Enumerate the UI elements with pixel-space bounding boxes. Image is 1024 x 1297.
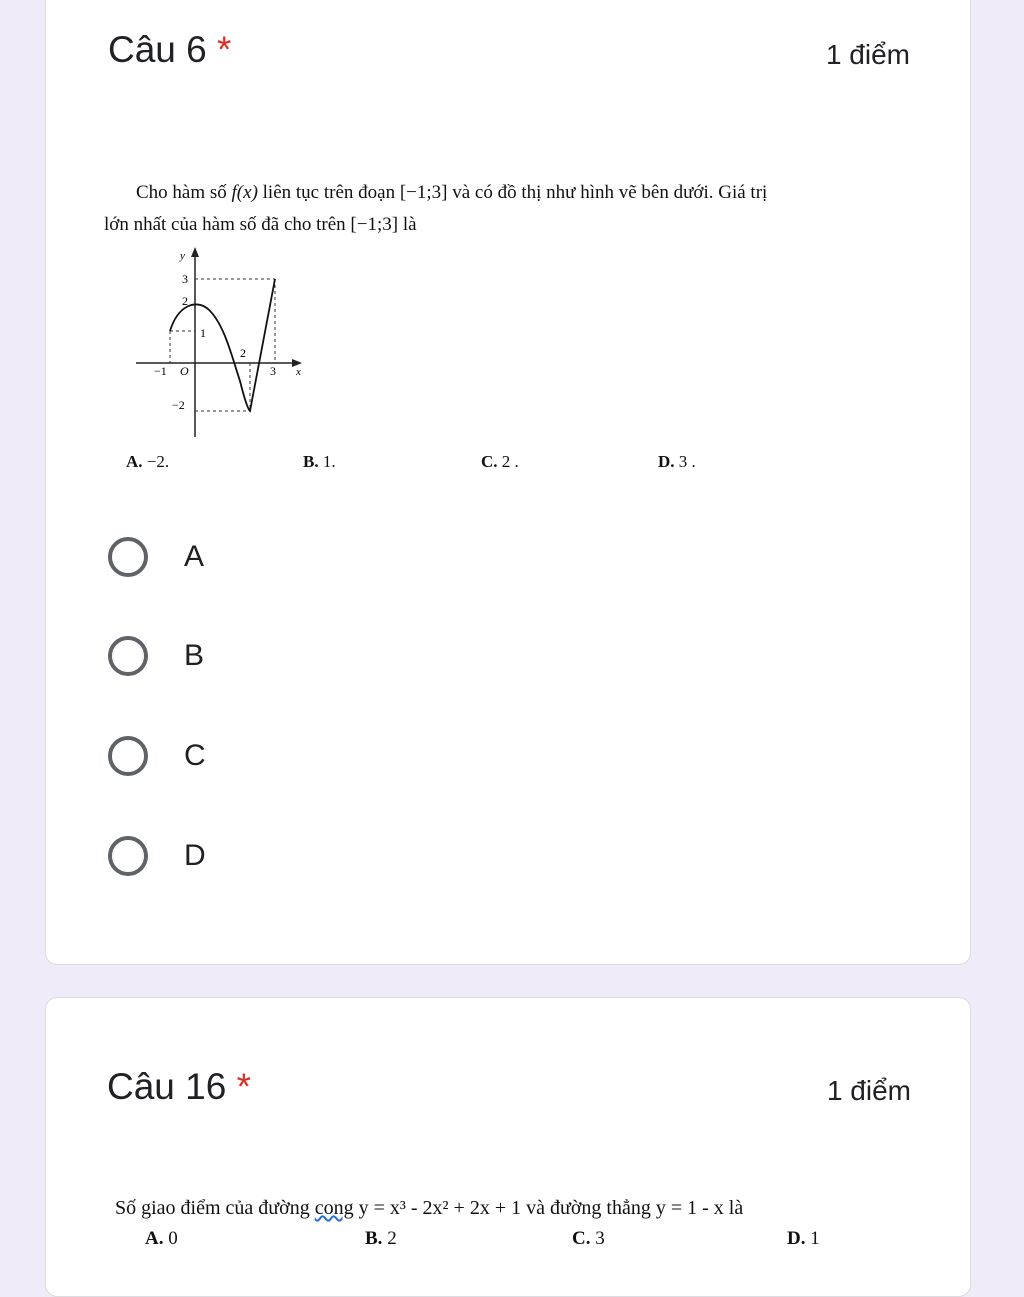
radio-button[interactable] bbox=[108, 636, 148, 676]
choice-d[interactable] bbox=[108, 831, 206, 881]
required-asterisk: * bbox=[217, 29, 232, 70]
stem-function: f(x) bbox=[231, 182, 258, 203]
tick-label-x2: 2 bbox=[240, 346, 246, 360]
question-points: 1 điểm bbox=[826, 1075, 911, 1106]
tick-label-y2: 2 bbox=[182, 294, 188, 308]
stem-text: lớn nhất của hàm số đã cho trên bbox=[104, 214, 346, 235]
choice-a[interactable] bbox=[108, 532, 204, 582]
question-stem-image bbox=[115, 1197, 743, 1220]
question-stem-image bbox=[104, 177, 908, 241]
tick-label-y3: 3 bbox=[182, 272, 188, 286]
image-option-b: B. 1. bbox=[303, 452, 336, 471]
y-axis-label: y bbox=[180, 250, 185, 262]
stem-interval: [−1;3] bbox=[350, 214, 399, 235]
choice-label: B bbox=[184, 639, 205, 672]
image-option-d: D. 3 . bbox=[658, 452, 696, 471]
tick-label-ym2: −2 bbox=[172, 398, 185, 412]
question-title bbox=[107, 1066, 251, 1108]
stem-text: y = x³ - 2x² + 2x + 1 và đường thẳng y = 1 - x là bbox=[358, 1197, 744, 1219]
stem-text: liên tục trên đoạn bbox=[262, 182, 396, 203]
tick-label-x3: 3 bbox=[270, 364, 276, 378]
image-option-c: C. 2 . bbox=[481, 452, 519, 471]
choice-c[interactable] bbox=[108, 731, 206, 781]
stem-text: là bbox=[402, 214, 417, 235]
image-option-b: B. 2 bbox=[365, 1228, 397, 1249]
choice-label: C bbox=[184, 739, 206, 772]
x-axis-label: x bbox=[296, 366, 301, 378]
origin-label: O bbox=[180, 364, 189, 378]
choice-b[interactable] bbox=[108, 631, 204, 681]
question-points: 1 điểm bbox=[825, 39, 910, 70]
required-asterisk: * bbox=[236, 1066, 251, 1107]
stem-text: cong bbox=[314, 1197, 354, 1219]
radio-button[interactable] bbox=[108, 836, 148, 876]
question-title-text: Câu 16 bbox=[107, 1066, 227, 1107]
question-title bbox=[108, 29, 231, 71]
stem-interval: [−1;3] bbox=[399, 182, 448, 203]
stem-text: và có đồ thị như hình vẽ bên dưới. Giá trị bbox=[452, 182, 768, 203]
choice-label: A bbox=[184, 540, 205, 573]
function-graph bbox=[136, 247, 306, 447]
stem-text: Số giao điểm của đường bbox=[115, 1197, 310, 1219]
y-axis-arrow bbox=[191, 247, 199, 257]
question-card-16 bbox=[45, 997, 971, 1297]
image-option-a: A. −2. bbox=[126, 452, 170, 471]
question-title-text: Câu 6 bbox=[108, 29, 207, 70]
image-option-a: A. 0 bbox=[145, 1228, 178, 1249]
radio-button[interactable] bbox=[108, 736, 148, 776]
tick-label-y1: 1 bbox=[200, 326, 206, 340]
question-card-6 bbox=[45, 0, 971, 965]
tick-label-xm1: −1 bbox=[154, 364, 167, 378]
choice-label: D bbox=[184, 839, 206, 872]
radio-button[interactable] bbox=[108, 537, 148, 577]
image-option-d: D. 1 bbox=[787, 1228, 820, 1249]
stem-text: Cho hàm số bbox=[136, 182, 227, 203]
image-option-c: C. 3 bbox=[572, 1228, 605, 1249]
